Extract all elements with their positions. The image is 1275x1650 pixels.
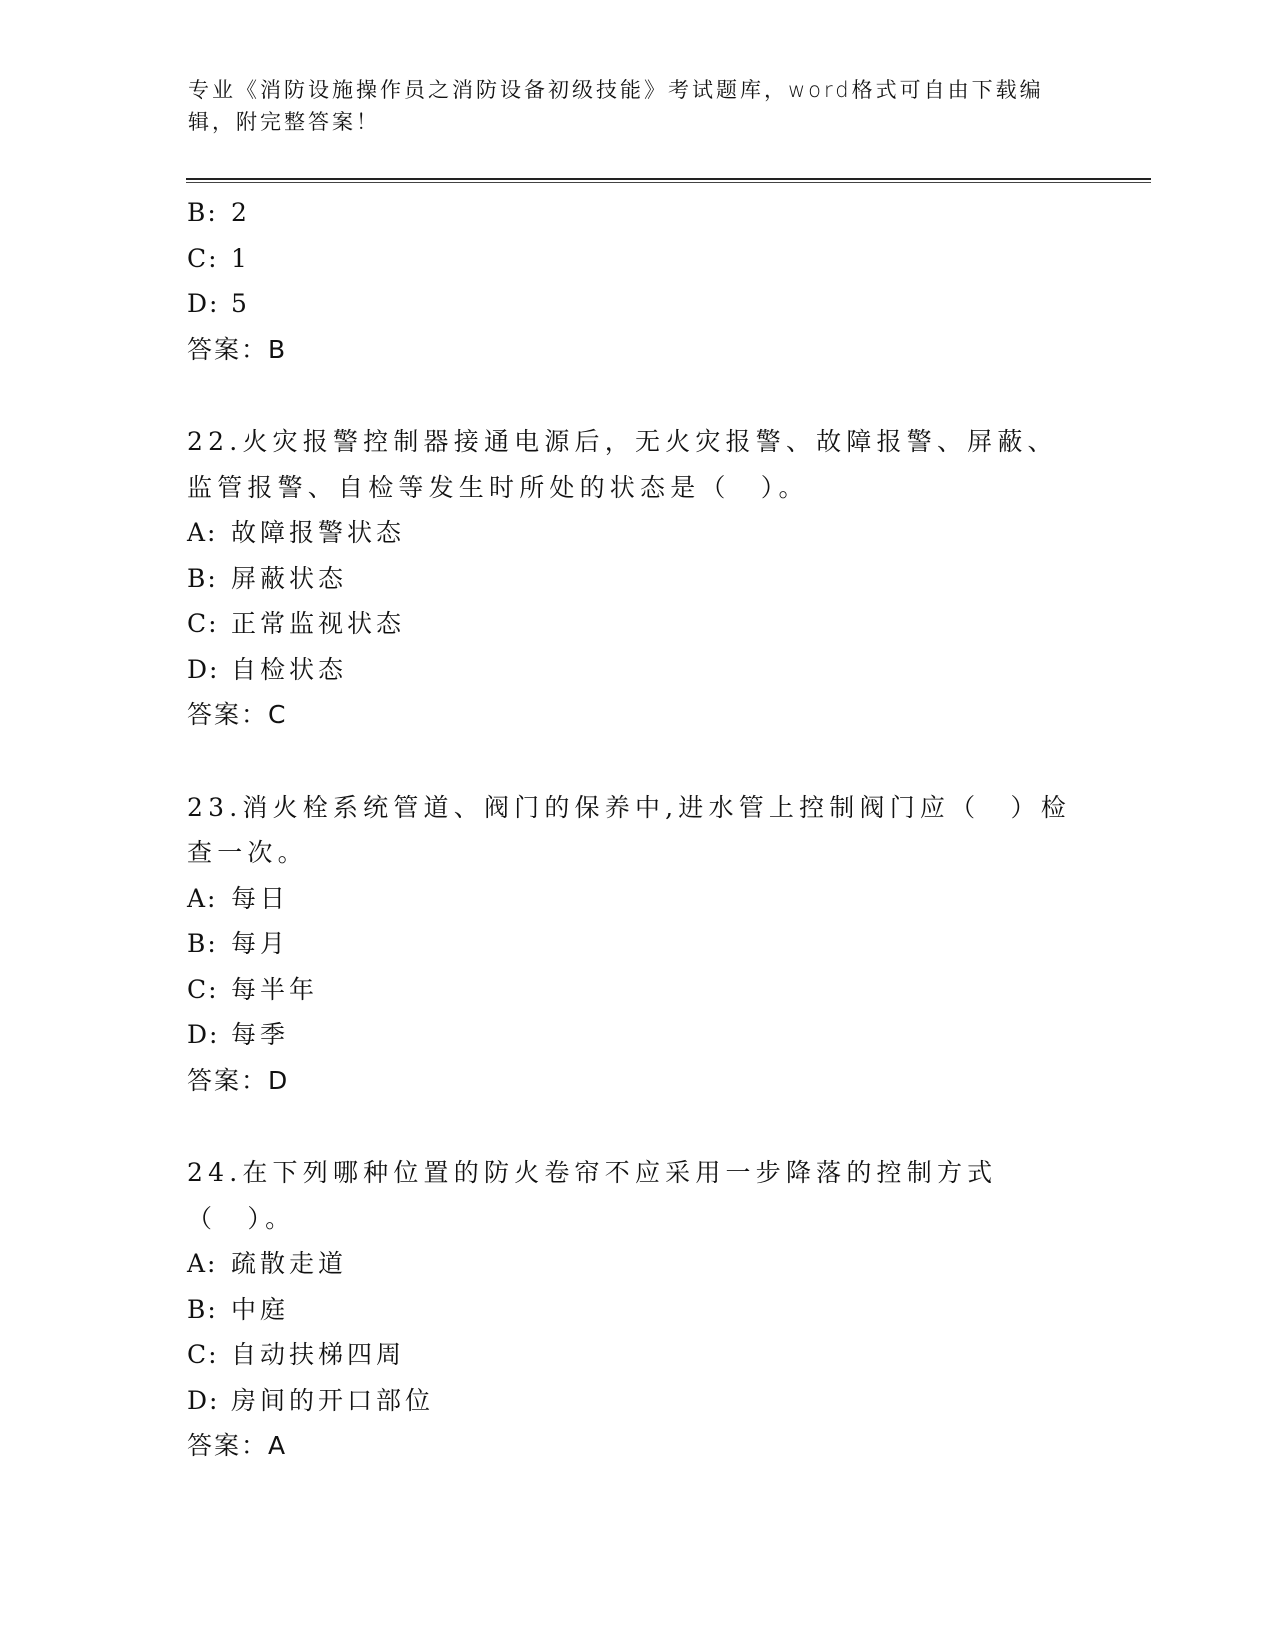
- question-23: [187, 785, 1087, 1104]
- partial-question: [187, 190, 1087, 372]
- option-c: C: 1: [187, 243, 251, 273]
- question-24: [187, 1150, 1087, 1469]
- option-a: A: 故障报警状态: [187, 518, 406, 547]
- option-d: D: 每季: [187, 1020, 290, 1049]
- option-c: C: 正常监视状态: [187, 609, 406, 638]
- option-d: D: 5: [187, 289, 251, 318]
- question-22: [187, 419, 1087, 738]
- header-divider-thin: [186, 182, 1151, 183]
- question-list: [187, 190, 1087, 1469]
- option-c: C: 每半年: [187, 974, 319, 1004]
- option-d: D: 房间的开口部位: [187, 1385, 435, 1415]
- question-text: 24.在下列哪种位置的防火卷帘不应采用一步降落的控制方式（ ）。: [187, 1158, 998, 1233]
- option-c: C: 自动扶梯四周: [187, 1340, 406, 1369]
- option-b: B: 2: [187, 198, 251, 227]
- answer: 答案：C: [187, 700, 288, 729]
- option-a: A: 每日: [187, 883, 290, 913]
- question-text: 22.火灾报警控制器接通电源后，无火灾报警、故障报警、屏蔽、监管报警、自检等发生时所处的状态是（ ）。: [187, 427, 1058, 502]
- option-d: D: 自检状态: [187, 654, 348, 684]
- answer: 答案：B: [187, 334, 288, 364]
- question-text: 23.消火栓系统管道、阀门的保养中,进水管上控制阀门应（ ）检查一次。: [187, 792, 1071, 867]
- option-a: A: 疏散走道: [187, 1249, 348, 1278]
- header-divider: [186, 178, 1151, 180]
- answer: 答案：A: [187, 1431, 288, 1460]
- document-header: 专业《消防设施操作员之消防设备初级技能》考试题库，word格式可自由下载编辑，附完整答案！: [188, 78, 1044, 134]
- option-b: B: 每月: [187, 929, 290, 958]
- option-b: B: 中庭: [187, 1294, 290, 1324]
- option-b: B: 屏蔽状态: [187, 563, 348, 593]
- answer: 答案：D: [187, 1065, 290, 1095]
